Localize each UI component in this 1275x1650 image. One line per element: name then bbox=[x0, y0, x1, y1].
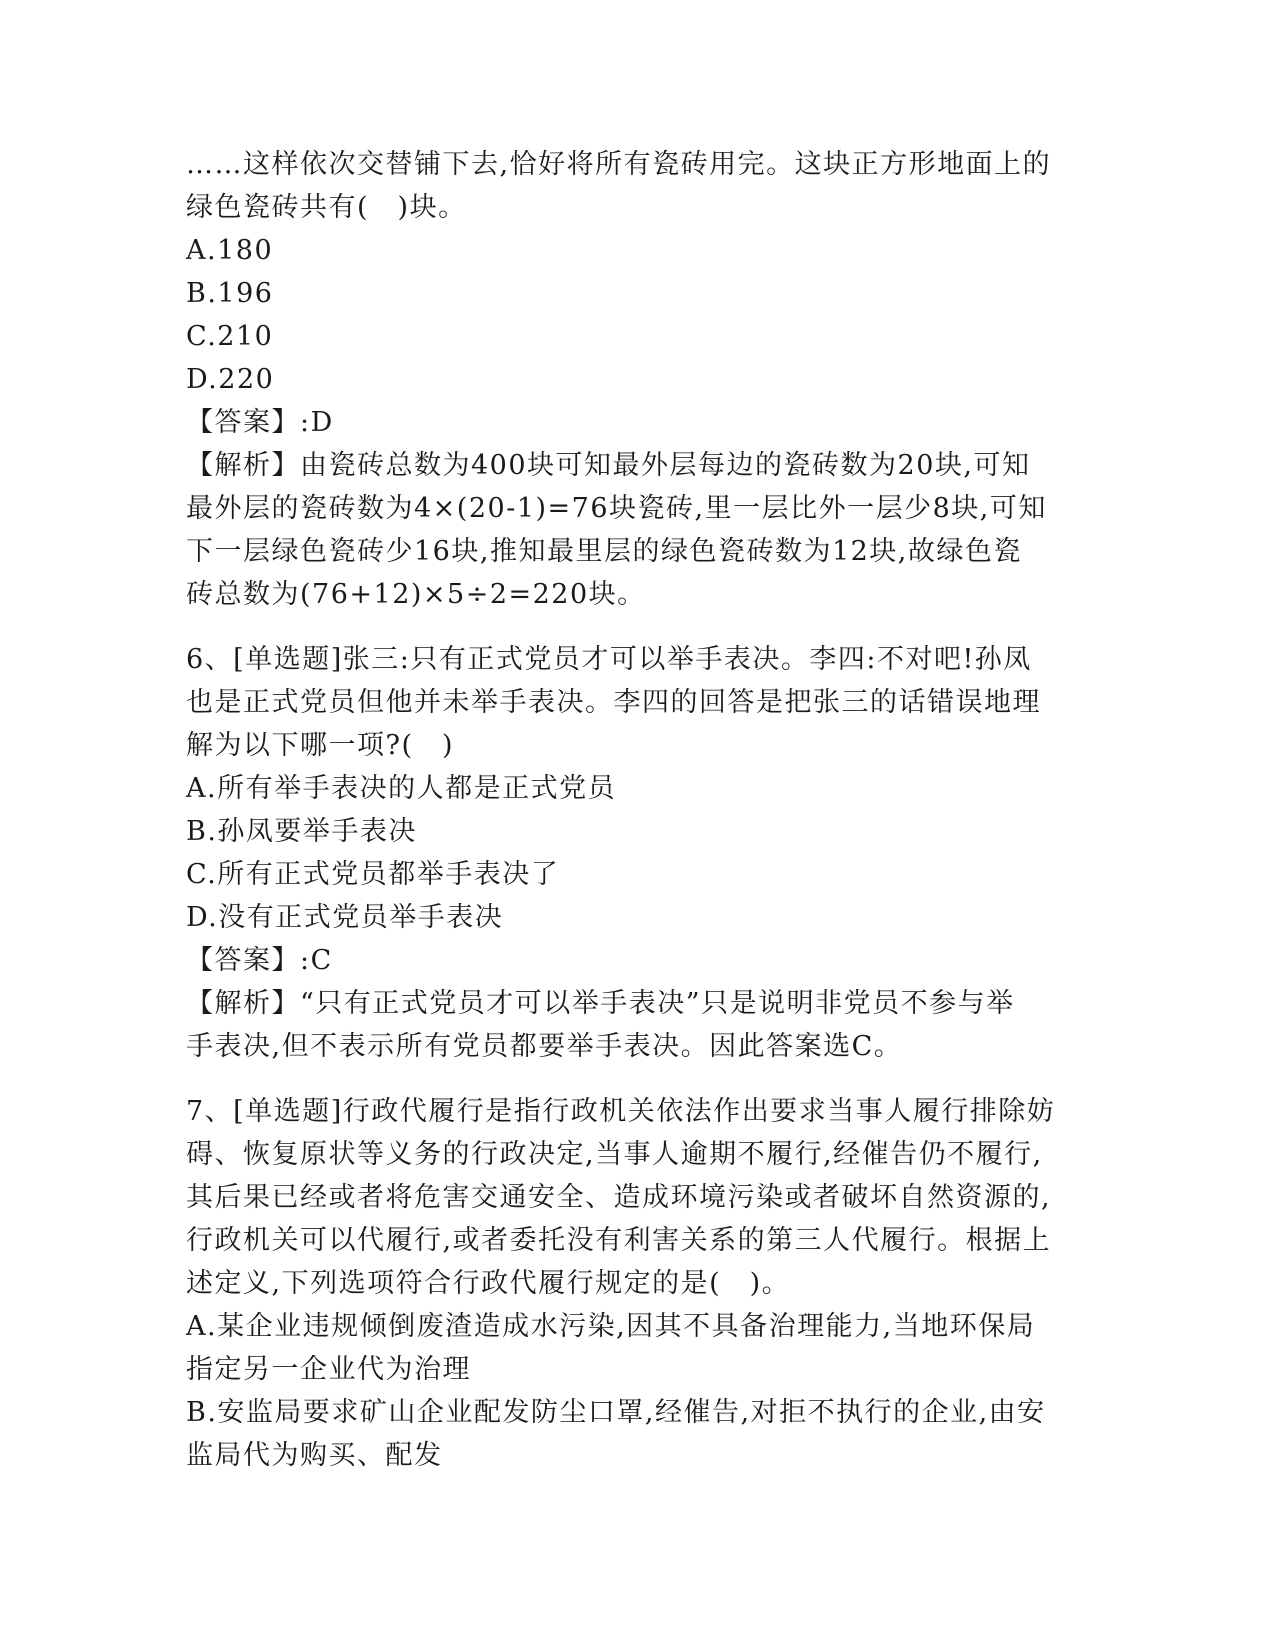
option-a: A.所有举手表决的人都是正式党员 bbox=[186, 773, 617, 804]
option-b: B.196 bbox=[186, 278, 274, 309]
option-c: C.210 bbox=[186, 321, 274, 352]
question-stem-line: ……这样依次交替铺下去,恰好将所有瓷砖用完。这块正方形地面上的 bbox=[186, 149, 1052, 180]
analysis-line: 手表决,但不表示所有党员都要举手表决。因此答案选C。 bbox=[186, 1031, 903, 1062]
question-stem-line: 7、[单选题]行政代履行是指行政机关依法作出要求当事人履行排除妨 bbox=[186, 1096, 1056, 1127]
question-stem-line: 解为以下哪一项?( ) bbox=[186, 730, 455, 761]
answer-line: 【答案】:C bbox=[186, 945, 333, 976]
option-a-continued: 指定另一企业代为治理 bbox=[186, 1354, 471, 1385]
question-stem-line: 行政机关可以代履行,或者委托没有利害关系的第三人代履行。根据上 bbox=[186, 1225, 1052, 1256]
answer-line: 【答案】:D bbox=[186, 407, 334, 438]
question-7 bbox=[186, 1090, 1086, 1477]
question-6 bbox=[186, 638, 1086, 1068]
question-stem-line: 也是正式党员但他并未举手表决。李四的回答是把张三的话错误地理 bbox=[186, 687, 1041, 718]
analysis-line: 下一层绿色瓷砖少16块,推知最里层的绿色瓷砖数为12块,故绿色瓷 bbox=[186, 536, 1022, 567]
option-b-continued: 监局代为购买、配发 bbox=[186, 1440, 443, 1471]
option-b: B.安监局要求矿山企业配发防尘口罩,经催告,对拒不执行的企业,由安 bbox=[186, 1397, 1046, 1428]
analysis-line: 【解析】由瓷砖总数为400块可知最外层每边的瓷砖数为20块,可知 bbox=[186, 450, 1031, 481]
question-stem-line: 碍、恢复原状等义务的行政决定,当事人逾期不履行,经催告仍不履行, bbox=[186, 1139, 1043, 1170]
question-stem-line: 述定义,下列选项符合行政代履行规定的是( )。 bbox=[186, 1268, 791, 1299]
spacer bbox=[186, 616, 1086, 638]
document-page bbox=[186, 143, 1086, 1477]
option-a: A.某企业违规倾倒废渣造成水污染,因其不具备治理能力,当地环保局 bbox=[186, 1311, 1036, 1342]
option-c: C.所有正式党员都举手表决了 bbox=[186, 859, 560, 890]
option-d: D.没有正式党员举手表决 bbox=[186, 902, 504, 933]
spacer bbox=[186, 1068, 1086, 1090]
option-b: B.孙凤要举手表决 bbox=[186, 816, 417, 847]
question-5 bbox=[186, 143, 1086, 616]
option-d: D.220 bbox=[186, 364, 275, 395]
analysis-line: 最外层的瓷砖数为4×(20-1)=76块瓷砖,里一层比外一层少8块,可知 bbox=[186, 493, 1047, 524]
question-stem-line: 6、[单选题]张三:只有正式党员才可以举手表决。李四:不对吧!孙凤 bbox=[186, 644, 1032, 675]
question-stem-line: 其后果已经或者将危害交通安全、造成环境污染或者破坏自然资源的, bbox=[186, 1182, 1052, 1213]
analysis-line: 【解析】“只有正式党员才可以举手表决”只是说明非党员不参与举 bbox=[186, 988, 1015, 1019]
question-stem-line: 绿色瓷砖共有( )块。 bbox=[186, 192, 467, 223]
analysis-line: 砖总数为(76+12)×5÷2=220块。 bbox=[186, 579, 646, 610]
option-a: A.180 bbox=[186, 235, 274, 266]
